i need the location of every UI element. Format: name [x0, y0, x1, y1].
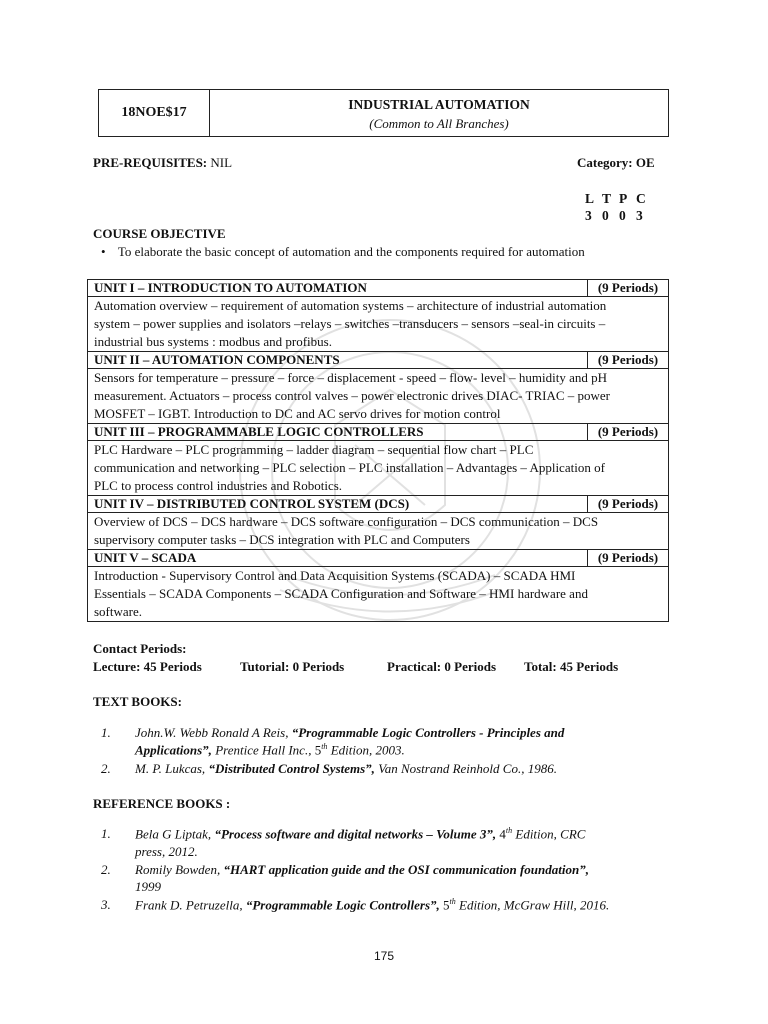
edition-suffix: th [505, 826, 513, 835]
ltpc-head-p: P [619, 191, 628, 206]
unit-line: Essentials – SCADA Components – SCADA Configuration and Software – HMI hardware and [94, 586, 588, 601]
unit-line: system – power supplies and isolators –relays – switches –transducers – sensors –seal-in circuits – [94, 316, 606, 331]
unit-1-content [88, 297, 668, 352]
rb-2-line2: 1999 [135, 879, 161, 894]
unit-2-header [88, 352, 668, 369]
book-author: Bela G Liptak, [135, 826, 212, 842]
unit-title: UNIT V – SCADA [94, 550, 197, 565]
edition-number: 4 [499, 826, 506, 842]
book-title: “Process software and digital networks – Volume 3”, [214, 826, 497, 842]
rb-1-number: 1. [101, 826, 111, 841]
tb-1-number: 1. [101, 725, 111, 740]
course-title: INDUSTRIAL AUTOMATION [348, 97, 530, 112]
unit-line: industrial bus systems : modbus and profibus. [94, 334, 332, 349]
book-author: Frank D. Petruzella, [135, 897, 243, 913]
tb-2-number: 2. [101, 761, 111, 776]
unit-title: UNIT III – PROGRAMMABLE LOGIC CONTROLLERS [94, 424, 424, 439]
book-title: “Programmable Logic Controllers”, [245, 897, 440, 913]
unit-periods: (9 Periods) [587, 280, 668, 296]
ltpc-head-t: T [602, 191, 612, 206]
bullet-icon: • [101, 244, 106, 259]
book-edition: Edition, 2003. [330, 742, 405, 758]
rb-1-line1 [135, 826, 585, 842]
unit-3-content [88, 441, 668, 496]
category [577, 155, 655, 171]
contact-tutorial: Tutorial: 0 Periods [240, 659, 345, 674]
ltpc-head-c: C [636, 191, 646, 206]
ltpc-value-t: 0 [602, 208, 609, 223]
book-edition: Edition, McGraw Hill, 2016. [459, 897, 610, 913]
rb-2-number: 2. [101, 862, 111, 877]
category-label: Category: [577, 155, 633, 170]
unit-line: software. [94, 604, 143, 619]
book-edition: Edition, CRC [515, 826, 586, 842]
unit-line: PLC to process control industries and Robotics. [94, 478, 343, 493]
rb-3-number: 3. [101, 897, 111, 912]
edition-suffix: th [321, 742, 328, 751]
unit-line: MOSFET – IGBT. Introduction to DC and AC servo drives for motion control [94, 406, 501, 421]
text-books-heading: TEXT BOOKS: [93, 694, 182, 709]
book-author: Romily Bowden, [135, 862, 221, 877]
book-publisher: Prentice Hall Inc., [215, 742, 312, 758]
unit-line: supervisory computer tasks – DCS integration with PLC and Computers [94, 532, 470, 547]
page-number: 175 [373, 949, 395, 963]
course-title-block [210, 90, 668, 136]
unit-periods: (9 Periods) [587, 496, 668, 512]
ltpc-values [585, 208, 653, 224]
contact-practical: Practical: 0 Periods [387, 659, 497, 674]
unit-4-header [88, 496, 668, 513]
ltpc-head-l: L [585, 191, 595, 206]
unit-5-content [88, 567, 668, 621]
units-table [87, 279, 669, 622]
unit-2-content [88, 369, 668, 424]
category-value: OE [635, 155, 655, 170]
unit-1-header [88, 280, 668, 297]
unit-periods: (9 Periods) [587, 352, 668, 368]
book-title: “Programmable Logic Controllers - Principles and [291, 725, 565, 740]
tb-1-line1 [135, 725, 564, 741]
rb-1-line2: press, 2012. [135, 844, 198, 859]
unit-line: Overview of DCS – DCS hardware – DCS software configuration – DCS communication – DCS [94, 514, 599, 529]
rb-2-line1 [135, 862, 589, 878]
reference-books-heading: REFERENCE BOOKS : [93, 796, 231, 811]
objective-bullet [101, 244, 585, 260]
course-subtitle: (Common to All Branches) [369, 116, 509, 131]
prerequisites [93, 155, 232, 171]
objective-heading: COURSE OBJECTIVE [93, 226, 226, 241]
unit-title: UNIT I – INTRODUCTION TO AUTOMATION [94, 280, 367, 295]
contact-lecture: Lecture: 45 Periods [93, 659, 202, 674]
course-header-box [98, 89, 669, 137]
book-publisher: Van Nostrand Reinhold Co., 1986. [378, 761, 557, 776]
book-title: Applications”, [135, 742, 212, 758]
unit-5-header [88, 550, 668, 567]
unit-title: UNIT IV – DISTRIBUTED CONTROL SYSTEM (DCS) [94, 496, 410, 511]
ltpc-value-p: 0 [619, 208, 626, 223]
tb-2-line1 [135, 761, 557, 777]
unit-line: PLC Hardware – PLC programming – ladder diagram – sequential flow chart – PLC [94, 442, 534, 457]
prereq-label: PRE-REQUISITES: [93, 155, 208, 170]
unit-line: Automation overview – requirement of automation systems – architecture of industrial automation [94, 298, 607, 313]
book-author: M. P. Lukcas, [135, 761, 206, 776]
edition-number: 5 [314, 742, 322, 758]
unit-line: Introduction - Supervisory Control and Data Acquisition Systems (SCADA) – SCADA HMI [94, 568, 576, 583]
unit-3-header [88, 424, 668, 441]
contact-heading: Contact Periods: [93, 641, 187, 656]
unit-periods: (9 Periods) [587, 424, 668, 440]
unit-line: communication and networking – PLC selection – PLC installation – Advantages – Application of [94, 460, 605, 475]
ltpc-heads [585, 191, 653, 207]
book-title: “Distributed Control Systems”, [208, 761, 375, 776]
objective-text: To elaborate the basic concept of automation and the components required for automation [117, 244, 585, 259]
contact-total: Total: 45 Periods [524, 659, 619, 674]
book-title: “HART application guide and the OSI communication foundation”, [223, 862, 589, 877]
book-author: John.W. Webb Ronald A Reis, [135, 725, 289, 740]
ltpc-value-c: 3 [636, 208, 643, 223]
prereq-value: NIL [210, 155, 233, 170]
unit-line: measurement. Actuators – process control valves – power electronic drives DIAC- TRIAC – power [94, 388, 611, 403]
unit-4-content [88, 513, 668, 550]
unit-periods: (9 Periods) [587, 550, 668, 566]
unit-line: Sensors for temperature – pressure – force – displacement - speed – flow- level – humidity and pH [94, 370, 607, 385]
edition-number: 5 [443, 897, 450, 913]
tb-1-line2 [135, 742, 405, 758]
edition-suffix: th [449, 897, 456, 906]
course-code: 18NOE$17 [99, 90, 210, 136]
unit-title: UNIT II – AUTOMATION COMPONENTS [94, 352, 340, 367]
ltpc-value-l: 3 [585, 208, 592, 223]
rb-3-line1 [135, 897, 609, 913]
